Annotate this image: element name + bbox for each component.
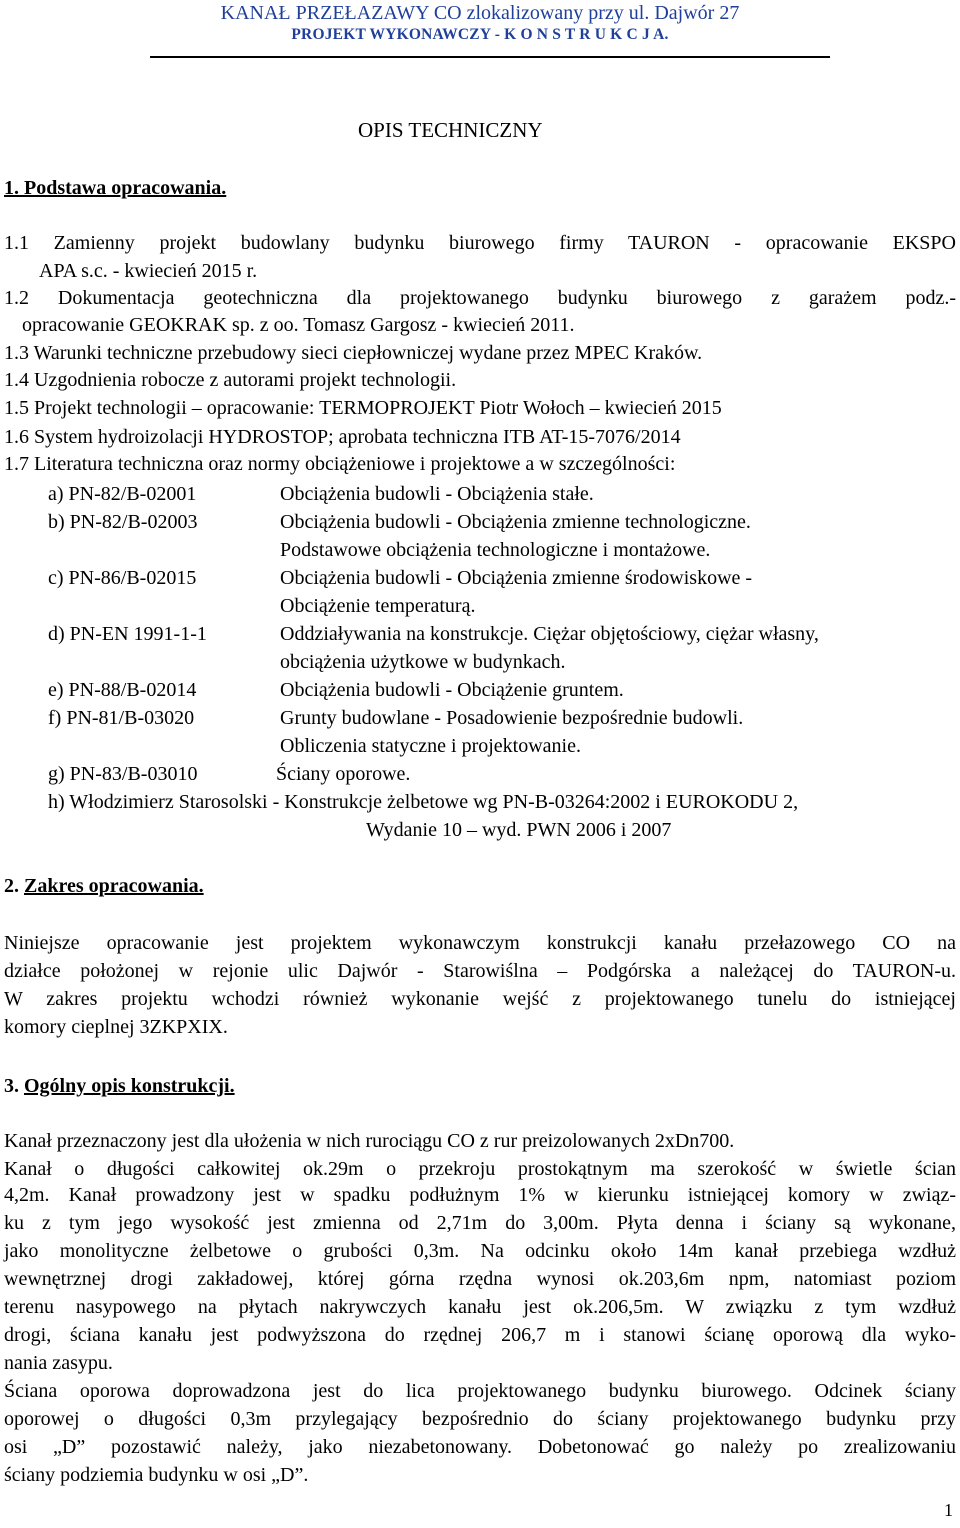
norm-desc-b-cont: Podstawowe obciążenia technologiczne i montażowe. [280, 539, 711, 561]
page-title: OPIS TECHNICZNY [358, 118, 543, 142]
norm-code-b: b) PN-82/B-02003 [48, 511, 198, 533]
description-line-13: ściany podziemia budynku w osi „D”. [4, 1464, 309, 1486]
literature-item-h: h) Włodzimierz Starosolski - Konstrukcje żelbetowe wg PN-B-03264:2002 i EUROKODU 2, [48, 791, 799, 813]
scope-line-3: W zakres projektu wchodzi również wykonanie wejść z projektowanego tunelu do istniejącej [4, 988, 956, 1010]
source-item-1-1-cont: APA s.c. - kwiecień 2015 r. [39, 260, 258, 282]
norm-desc-e: Obciążenia budowli - Obciążenie gruntem. [280, 679, 624, 701]
norm-desc-d: Oddziaływania na konstrukcje. Ciężar objętościowy, ciężar własny, [280, 623, 819, 645]
norm-desc-c: Obciążenia budowli - Obciążenia zmienne środowiskowe - [280, 567, 753, 589]
source-item-1-6: 1.6 System hydroizolacji HYDROSTOP; aprobata techniczna ITB AT-15-7076/2014 [4, 426, 681, 448]
description-line-11: oporowej o długości 0,3m przylegający bezpośrednio do ściany projektowanego budynku przy [4, 1408, 956, 1430]
section-3-heading: 3. Ogólny opis konstrukcji. [4, 1075, 235, 1097]
norm-code-d: d) PN-EN 1991-1-1 [48, 623, 207, 645]
document-header-subtitle: PROJEKT WYKONAWCZY - K O N S T R U K C J A. [291, 26, 669, 43]
description-line-10: Ściana oporowa doprowadzona jest do lica projektowanego budynku biurowego. Odcinek ściany [4, 1380, 956, 1402]
source-item-1-4: 1.4 Uzgodnienia robocze z autorami projekt technologii. [4, 369, 457, 391]
description-line-8: drogi, ściana kanału jest podwyższona do rzędnej 206,7 m i stanowi ścianę oporową dla wyko- [4, 1324, 956, 1346]
description-line-3: 4,2m. Kanał prowadzony jest w spadku podłużnym 1% w kierunku istniejącej komory w związ- [4, 1184, 956, 1206]
scope-line-1: Niniejsze opracowanie jest projektem wykonawczym konstrukcji kanału przełazowego CO na [4, 932, 956, 954]
norm-desc-f-cont: Obliczenia statyczne i projektowanie. [280, 735, 581, 757]
norm-desc-f: Grunty budowlane - Posadowienie bezpośrednie budowli. [280, 707, 744, 729]
description-line-5: jako monolityczne żelbetowe o grubości 0,3m. Na odcinku około 14m kanał przebiega wzdłuż [4, 1240, 956, 1262]
source-item-1-5: 1.5 Projekt technologii – opracowanie: TERMOPROJEKT Piotr Wołoch – kwiecień 2015 [4, 397, 722, 419]
norm-code-g: g) PN-83/B-03010 [48, 763, 198, 785]
norm-code-e: e) PN-88/B-02014 [48, 679, 197, 701]
norm-code-a: a) PN-82/B-02001 [48, 483, 197, 505]
scope-line-2: działce położonej w rejonie ulic Dajwór - Starowiślna – Podgórska a należącej do TAURON-u. [4, 960, 956, 982]
norm-desc-d-cont: obciążenia użytkowe w budynkach. [280, 651, 566, 673]
description-line-6: wewnętrznej drogi zakładowej, której górna rzędna wynosi ok.203,6m npm, natomiast poziom [4, 1268, 956, 1290]
description-line-7: terenu nasypowego na płytach nakrywczych kanału jest ok.206,5m. W związku z tym wzdłuż [4, 1296, 956, 1318]
header-divider [150, 56, 830, 58]
source-item-1-2-cont: opracowanie GEOKRAK sp. z oo. Tomasz Gargosz - kwiecień 2011. [22, 314, 575, 336]
norm-desc-g: Ściany oporowe. [276, 763, 411, 785]
source-item-1-7: 1.7 Literatura techniczna oraz normy obciążeniowe i projektowe a w szczególności: [4, 453, 676, 475]
norm-desc-b: Obciążenia budowli - Obciążenia zmienne technologiczne. [280, 511, 751, 533]
description-line-1: Kanał przeznaczony jest dla ułożenia w nich rurociągu CO z rur preizolowanych 2xDn700. [4, 1130, 735, 1152]
literature-item-h-cont: Wydanie 10 – wyd. PWN 2006 i 2007 [366, 819, 672, 841]
description-line-2: Kanał o długości całkowitej ok.29m o przekroju prostokątnym ma szerokość w świetle ścian [4, 1158, 956, 1180]
description-line-4: ku z tym jego wysokość jest zmienna od 2,71m do 3,00m. Płyta denna i ściany są wykonane, [4, 1212, 956, 1234]
norm-code-c: c) PN-86/B-02015 [48, 567, 197, 589]
source-item-1-2: 1.2 Dokumentacja geotechniczna dla projektowanego budynku biurowego z garażem podz.- [4, 287, 956, 309]
norm-code-f: f) PN-81/B-03020 [48, 707, 195, 729]
section-2-heading: 2. Zakres opracowania. [4, 875, 204, 897]
source-item-1-1: 1.1 Zamienny projekt budowlany budynku biurowego firmy TAURON - opracowanie EKSPO [4, 232, 956, 254]
scope-line-4: komory cieplnej 3ZKPXIX. [4, 1016, 228, 1038]
description-line-9: nania zasypu. [4, 1352, 113, 1374]
document-header-title: KANAŁ PRZEŁAZAWY CO zlokalizowany przy ul. Dajwór 27 [220, 2, 740, 24]
norm-desc-a: Obciążenia budowli - Obciążenia stałe. [280, 483, 594, 505]
page-number: 1 [944, 1500, 953, 1520]
norm-desc-c-cont: Obciążenie temperaturą. [280, 595, 476, 617]
section-1-heading: 1. Podstawa opracowania. [4, 177, 227, 199]
description-line-12: osi „D” pozostawić należy, jako niezabetonowany. Dobetonować go należy po zrealizowaniu [4, 1436, 956, 1458]
source-item-1-3: 1.3 Warunki techniczne przebudowy sieci ciepłowniczej wydane przez MPEC Kraków. [4, 342, 703, 364]
